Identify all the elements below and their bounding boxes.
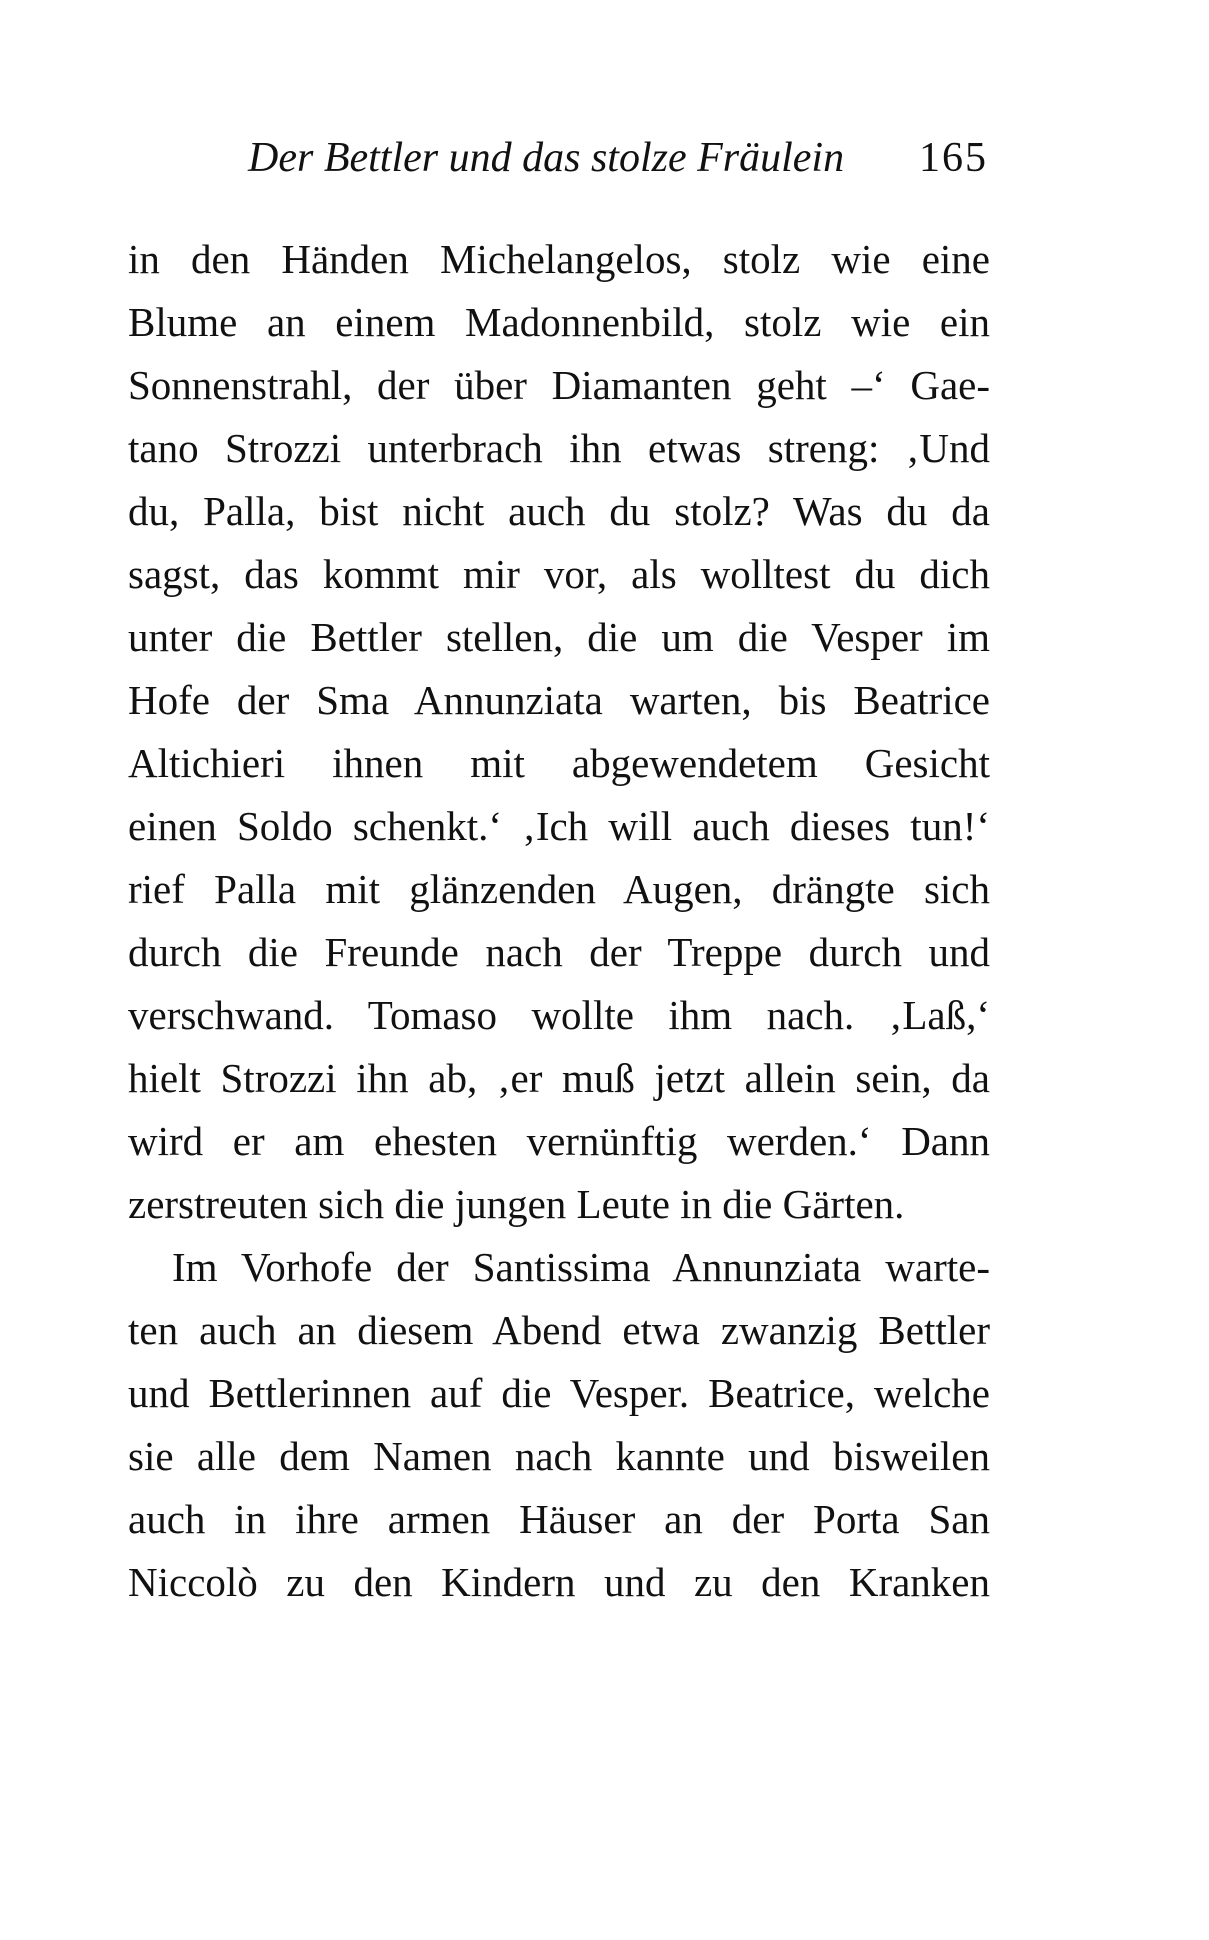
text-line: einen Soldo schenkt.‘ ‚Ich will auch dieses tun!‘ <box>128 803 990 849</box>
text-line: rief Palla mit glänzenden Augen, drängte sich <box>128 866 990 912</box>
text-line: verschwand. Tomaso wollte ihm nach. ‚Laß,‘ <box>128 992 990 1038</box>
body-text <box>128 228 990 1614</box>
text-line: wird er am ehesten vernünftig werden.‘ Dann <box>128 1118 990 1164</box>
running-head <box>248 130 988 186</box>
text-line: sie alle dem Namen nach kannte und bisweilen <box>128 1433 990 1479</box>
text-line: Blume an einem Madonnenbild, stolz wie ein <box>128 299 990 345</box>
text-line: Hofe der Sma Annunziata warten, bis Beatrice <box>128 677 990 723</box>
text-line: hielt Strozzi ihn ab, ‚er muß jetzt allein sein, da <box>128 1055 990 1101</box>
text-line: auch in ihre armen Häuser an der Porta San <box>128 1496 990 1542</box>
running-title: Der Bettler und das stolze Fräulein <box>248 135 845 181</box>
text-line: zerstreuten sich die jungen Leute in die Gärten. <box>128 1181 905 1227</box>
text-line: ten auch an diesem Abend etwa zwanzig Bettler <box>128 1307 990 1353</box>
text-line: Niccolò zu den Kindern und zu den Kranken <box>128 1559 990 1605</box>
paragraph-1 <box>128 228 990 1236</box>
text-line: und Bettlerinnen auf die Vesper. Beatrice, welche <box>128 1370 990 1416</box>
text-line: sagst, das kommt mir vor, als wolltest du dich <box>128 551 990 597</box>
text-line: du, Palla, bist nicht auch du stolz? Was du da <box>128 488 990 534</box>
text-line: durch die Freunde nach der Treppe durch und <box>128 929 990 975</box>
text-line: Altichieri ihnen mit abgewendetem Gesicht <box>128 740 990 786</box>
text-line: in den Händen Michelangelos, stolz wie eine <box>128 236 990 282</box>
paragraph-2 <box>128 1236 990 1614</box>
text-line: tano Strozzi unterbrach ihn etwas streng: ‚Und <box>128 425 990 471</box>
page-number: 165 <box>919 135 988 181</box>
text-line: Sonnenstrahl, der über Diamanten geht –‘ Gae- <box>128 362 990 408</box>
text-line: Im Vorhofe der Santissima Annunziata warte- <box>172 1244 990 1290</box>
text-line: unter die Bettler stellen, die um die Vesper im <box>128 614 990 660</box>
